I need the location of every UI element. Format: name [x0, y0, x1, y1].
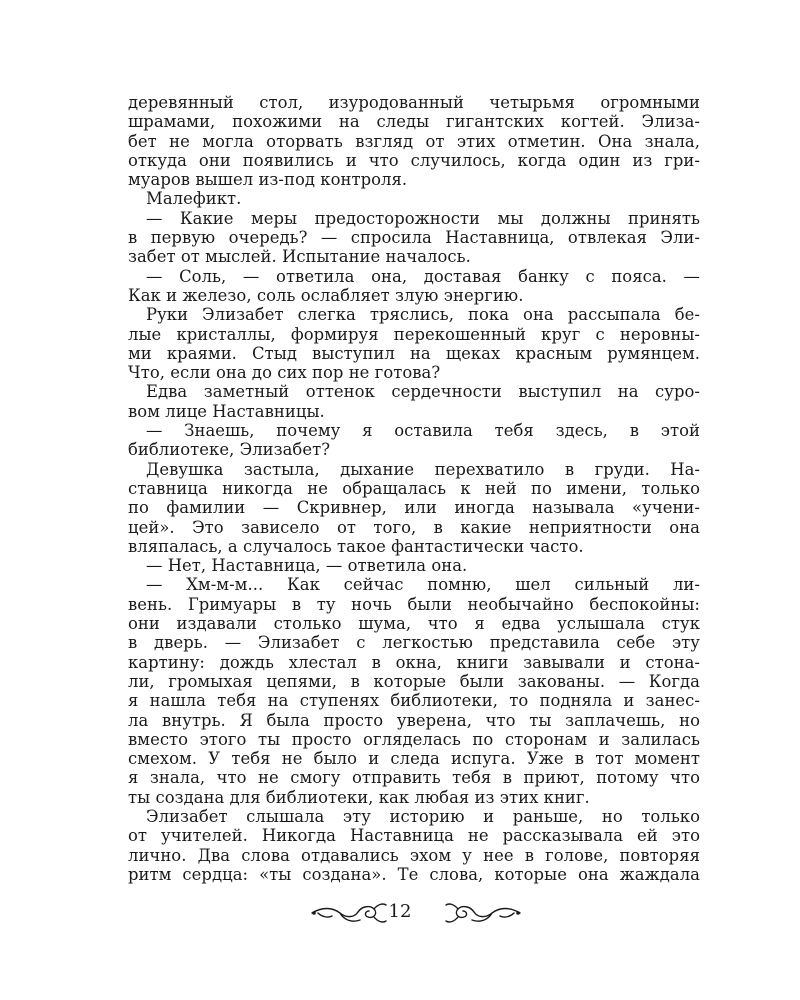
text-line: вень. Гримуары в ту ночь были необычайно беспокойны:	[128, 594, 700, 614]
text-line: — Хм-м-м... Как сейчас помню, шел сильный ли-	[146, 575, 700, 595]
text-line: от учителей. Никогда Наставница не рассказывала ей это	[128, 826, 700, 846]
text-line: картину: дождь хлестал в окна, книги завывали и стона-	[128, 652, 700, 672]
text-line: ставница никогда не обращалась к ней по имени, только	[128, 478, 700, 498]
text-line: я нашла тебя на ступенях библиотеки, то подняла и занес-	[128, 691, 700, 711]
text-line: бет не могла оторвать взгляд от этих отметин. Она знала,	[128, 131, 700, 151]
text-line: вляпалась, а случалось такое фантастически часто.	[128, 536, 584, 556]
text-line: Девушка застыла, дыхание перехватило в груди. На-	[146, 459, 700, 479]
text-line: Руки Элизабет слегка тряслись, пока она рассыпала бе-	[146, 305, 700, 325]
text-line: ли, громыхая цепями, в которые были закованы. — Когда	[128, 671, 700, 691]
text-line: в дверь. — Элизабет с легкостью представила себе эту	[128, 633, 700, 653]
text-line: деревянный стол, изуродованный четырьмя огромными	[128, 93, 700, 112]
text-line: ми краями. Стыд выступил на щеках красным румянцем.	[128, 343, 700, 363]
text-line: ла внутрь. Я была просто уверена, что ты заплачешь, но	[128, 710, 700, 730]
text-line: Элизабет слышала эту историю и раньше, но только	[146, 806, 700, 826]
text-line: ты создана для библиотеки, как любая из этих книг.	[128, 787, 590, 807]
text-line: — Нет, Наставница, — ответила она.	[146, 556, 468, 576]
text-line: лые кристаллы, формируя перекошенный круг с неровны-	[128, 324, 700, 344]
text-line: — Какие меры предосторожности мы должны принять	[146, 208, 700, 228]
text-line: откуда они появились и что случилось, когда один из гри-	[128, 150, 700, 170]
flourish-right-icon	[444, 898, 522, 928]
body-text	[128, 93, 700, 884]
page-number: 12	[388, 901, 412, 922]
text-line: лично. Два слова отдавались эхом у нее в голове, повторяя	[128, 845, 700, 865]
flourish-left-icon	[310, 898, 388, 928]
text-line: библиотеке, Элизабет?	[128, 440, 331, 460]
page-footer	[0, 896, 800, 936]
text-line: ритм сердца: «ты создана». Те слова, которые она жаждала	[128, 864, 700, 884]
text-line: забет от мыслей. Испытание началось.	[128, 247, 471, 267]
text-line: — Знаешь, почему я оставила тебя здесь, в этой	[146, 421, 700, 441]
text-line: Что, если она до сих пор не готова?	[128, 363, 441, 383]
text-line: в первую очередь? — спросила Наставница, отвлекая Эли-	[128, 228, 700, 248]
text-line: муаров вышел из-под контроля.	[128, 170, 408, 190]
text-line: Как и железо, соль ослабляет злую энергию.	[128, 285, 524, 305]
text-line: Малефикт.	[146, 189, 242, 209]
text-line: смехом. У тебя не было и следа испуга. Уже в тот момент	[128, 749, 700, 769]
text-line: по фамилии — Скривнер, или иногда называла «учени-	[128, 498, 700, 518]
text-line: шрамами, похожими на следы гигантских когтей. Элиза-	[128, 112, 700, 132]
text-line: я знала, что не смогу отправить тебя в приют, потому что	[128, 768, 700, 788]
text-line: цей». Это зависело от того, в какие неприятности она	[128, 517, 700, 537]
text-line: вместо этого ты просто огляделась по сторонам и залилась	[128, 729, 700, 749]
text-line: они издавали столько шума, что я едва услышала стук	[128, 614, 700, 634]
text-line: Едва заметный оттенок сердечности выступил на суро-	[146, 382, 700, 402]
text-line: вом лице Наставницы.	[128, 401, 325, 421]
text-line: — Соль, — ответила она, доставая банку с пояса. —	[146, 266, 700, 286]
